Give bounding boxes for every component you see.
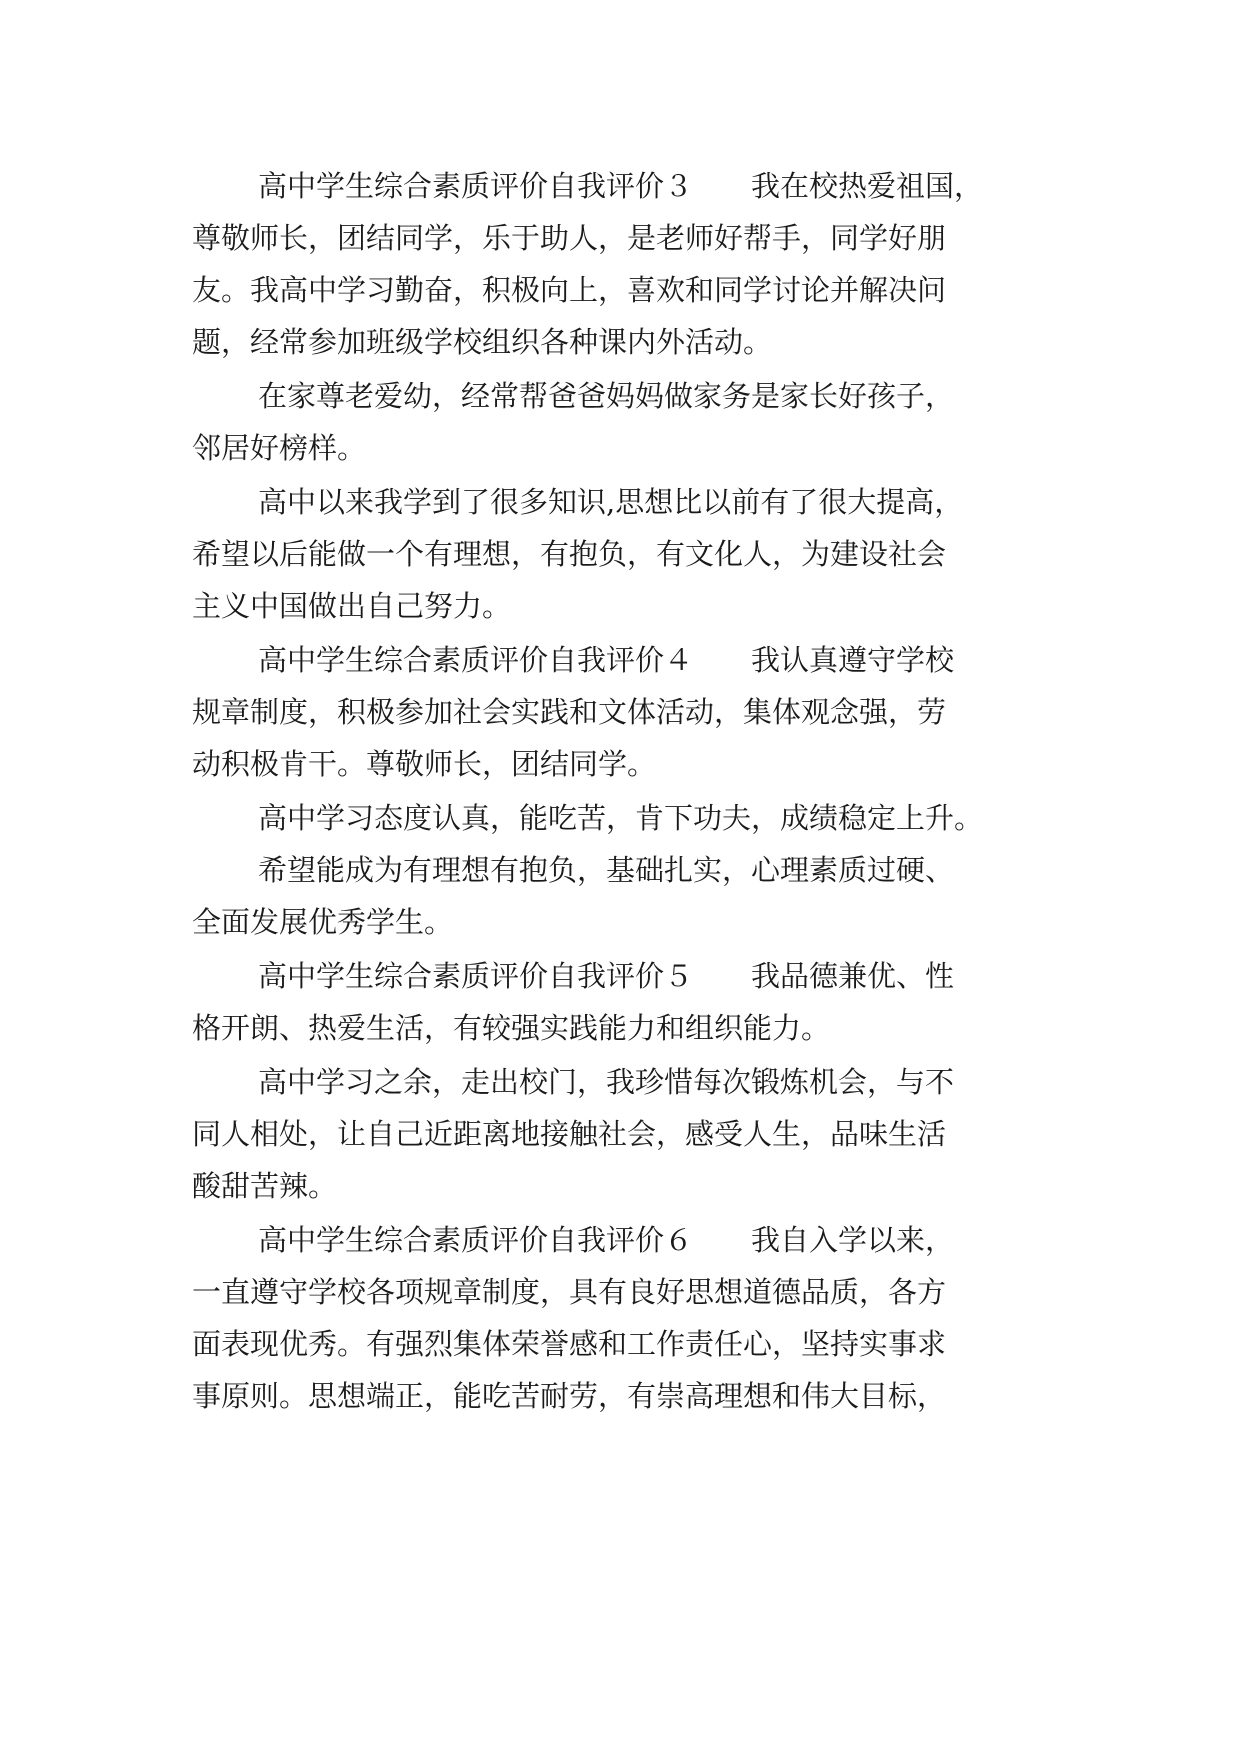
paragraph-line: 希望以后能做一个有理想，有抱负，有文化人，为建设社会 (192, 537, 947, 571)
paragraph-line: 事原则。思想端正，能吃苦耐劳，有崇高理想和伟大目标， (192, 1379, 947, 1413)
paragraph-line: 尊敬师长，团结同学，乐于助人，是老师好帮手，同学好朋 (192, 221, 947, 255)
paragraph-line: 规章制度，积极参加社会实践和文体活动，集体观念强，劳 (192, 695, 947, 729)
paragraph-line: 全面发展优秀学生。 (192, 905, 454, 939)
paragraph-line: 格开朗、热爱生活，有较强实践能力和组织能力。 (192, 1011, 831, 1045)
paragraph-line: 酸甜苦辣。 (192, 1169, 338, 1203)
paragraph-line: 在家尊老爱幼，经常帮爸爸妈妈做家务是家长好孩子， (258, 379, 955, 413)
paragraph-line: 题，经常参加班级学校组织各种课内外活动。 (192, 325, 773, 359)
paragraph-line: 高中学生综合素质评价自我评价４ 我认真遵守学校 (258, 643, 955, 677)
paragraph-line: 希望能成为有理想有抱负，基础扎实，心理素质过硬、 (258, 853, 955, 887)
paragraph-line: 一直遵守学校各项规章制度，具有良好思想道德品质，各方 (192, 1275, 947, 1309)
paragraph-line: 主义中国做出自己努力。 (192, 589, 512, 623)
paragraph-line: 邻居好榜样。 (192, 431, 367, 465)
paragraph-line: 高中学生综合素质评价自我评价３ 我在校热爱祖国， (258, 169, 984, 203)
paragraph-line: 面表现优秀。有强烈集体荣誉感和工作责任心，坚持实事求 (192, 1327, 947, 1361)
paragraph-line: 高中学习态度认真，能吃苦，肯下功夫，成绩稳定上升。 (258, 801, 984, 835)
paragraph-line: 动积极肯干。尊敬师长，团结同学。 (192, 747, 657, 781)
paragraph-line: 同人相处，让自己近距离地接触社会，感受人生，品味生活 (192, 1117, 947, 1151)
paragraph-line: 高中学生综合素质评价自我评价５ 我品德兼优、性 (258, 959, 955, 993)
paragraph-line: 友。我高中学习勤奋，积极向上，喜欢和同学讨论并解决问 (192, 273, 947, 307)
paragraph-line: 高中学生综合素质评价自我评价６ 我自入学以来， (258, 1223, 955, 1257)
paragraph-line: 高中学习之余，走出校门，我珍惜每次锻炼机会，与不 (258, 1065, 955, 1099)
paragraph-line: 高中以来我学到了很多知识,思想比以前有了很大提高， (258, 485, 964, 519)
